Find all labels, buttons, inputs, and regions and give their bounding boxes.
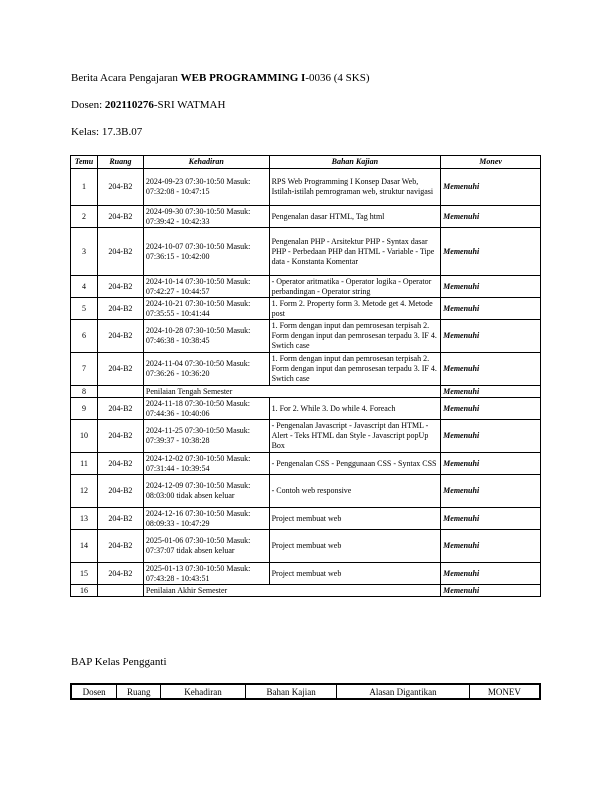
cell-kehadiran: 2024-10-07 07:30-10:50 Masuk: 07:36:15 - 10:42:00 bbox=[143, 228, 269, 276]
cell-bahan-kajian: 1. Form dengan input dan pemrosesan terpisah 2. Form dengan input dan pemrosesan terpadu 3. IF 4. Swtich case bbox=[269, 353, 441, 386]
cell-ruang: 204-B2 bbox=[97, 169, 143, 206]
bap-header-bahan-kajian: Bahan Kajian bbox=[245, 684, 337, 699]
cell-bahan-kajian: - Pengenalan Javascript - Javascript dan HTML - Alert - Teks HTML dan Style - Javascript popUp Box bbox=[269, 420, 441, 453]
table-row bbox=[71, 508, 541, 530]
cell-ruang: 204-B2 bbox=[97, 453, 143, 475]
cell-ruang: 204-B2 bbox=[97, 530, 143, 563]
cell-ruang: 204-B2 bbox=[97, 276, 143, 298]
cell-temu: 9 bbox=[71, 398, 98, 420]
cell-bahan-kajian: - Contoh web responsive bbox=[269, 475, 441, 508]
cell-monev: Memenuhi bbox=[441, 398, 541, 420]
bap-header-kehadiran: Kehadiran bbox=[161, 684, 246, 699]
cell-bahan-kajian: Pengenalan PHP - Arsitektur PHP - Syntax dasar PHP - Perbedaan PHP dan HTML - Variable - Tipe data - Konstanta Komentar bbox=[269, 228, 441, 276]
cell-monev: Memenuhi bbox=[441, 585, 541, 597]
bap-title: BAP Kelas Pengganti bbox=[71, 656, 167, 668]
cell-kehadiran: 2024-10-14 07:30-10:50 Masuk: 07:42:27 - 10:44:57 bbox=[143, 276, 269, 298]
header-monev: Monev bbox=[441, 156, 541, 169]
cell-bahan-kajian: Project membuat web bbox=[269, 508, 441, 530]
cell-monev: Memenuhi bbox=[441, 420, 541, 453]
cell-kehadiran: 2024-12-02 07:30-10:50 Masuk: 07:31:44 - 10:39:54 bbox=[143, 453, 269, 475]
lecturer-id: 202110276 bbox=[104, 99, 154, 111]
table-row bbox=[71, 563, 541, 585]
cell-bahan-kajian: 1. Form 2. Property form 3. Metode get 4. Metode post bbox=[269, 298, 441, 320]
course-suffix: -0036 (4 SKS) bbox=[305, 72, 370, 84]
cell-ruang bbox=[97, 386, 143, 398]
cell-kehadiran: 2024-11-18 07:30-10:50 Masuk: 07:44:36 - 10:40:06 bbox=[143, 398, 269, 420]
table-body bbox=[71, 169, 541, 597]
table-row bbox=[71, 453, 541, 475]
table-row bbox=[71, 420, 541, 453]
class-line: Kelas: 17.3B.07 bbox=[71, 126, 143, 138]
cell-temu: 2 bbox=[71, 206, 98, 228]
cell-ruang: 204-B2 bbox=[97, 563, 143, 585]
cell-bahan-kajian: 1. For 2. While 3. Do while 4. Foreach bbox=[269, 398, 441, 420]
cell-temu: 10 bbox=[71, 420, 98, 453]
bap-header-row bbox=[71, 684, 540, 699]
cell-kehadiran: Penilaian Akhir Semester bbox=[143, 585, 440, 597]
cell-monev: Memenuhi bbox=[441, 206, 541, 228]
cell-monev: Memenuhi bbox=[441, 475, 541, 508]
cell-kehadiran: 2024-09-23 07:30-10:50 Masuk: 07:32:08 - 10:47:15 bbox=[143, 169, 269, 206]
lecturer-name: -SRI WATMAH bbox=[153, 99, 226, 111]
bap-header-monev: MONEV bbox=[469, 684, 540, 699]
cell-temu: 8 bbox=[71, 386, 98, 398]
cell-temu: 12 bbox=[71, 475, 98, 508]
cell-monev: Memenuhi bbox=[441, 386, 541, 398]
cell-temu: 15 bbox=[71, 563, 98, 585]
cell-ruang: 204-B2 bbox=[97, 398, 143, 420]
bap-header-ruang: Ruang bbox=[117, 684, 161, 699]
cell-monev: Memenuhi bbox=[441, 353, 541, 386]
cell-bahan-kajian: 1. Form dengan input dan pemrosesan terpisah 2. Form dengan input dan pemrosesan terpadu 3. IF 4. Swtich case bbox=[269, 320, 441, 353]
cell-monev: Memenuhi bbox=[441, 453, 541, 475]
table-row bbox=[71, 206, 541, 228]
cell-ruang bbox=[97, 585, 143, 597]
table-row bbox=[71, 585, 541, 597]
table-row bbox=[71, 353, 541, 386]
bap-table bbox=[70, 683, 541, 700]
cell-kehadiran: 2025-01-13 07:30-10:50 Masuk: 07:43:28 - 10:43:51 bbox=[143, 563, 269, 585]
cell-bahan-kajian: Pengenalan dasar HTML, Tag html bbox=[269, 206, 441, 228]
header-ruang: Ruang bbox=[97, 156, 143, 169]
attendance-table bbox=[70, 155, 541, 597]
bap-header-alasan: Alasan Digantikan bbox=[337, 684, 469, 699]
header-kehadiran: Kehadiran bbox=[143, 156, 269, 169]
cell-monev: Memenuhi bbox=[441, 228, 541, 276]
cell-kehadiran: 2024-12-09 07:30-10:50 Masuk: 08:03:00 tidak absen keluar bbox=[143, 475, 269, 508]
course-name: WEB PROGRAMMING I bbox=[180, 72, 306, 84]
cell-monev: Memenuhi bbox=[441, 276, 541, 298]
cell-temu: 13 bbox=[71, 508, 98, 530]
cell-kehadiran: 2025-01-06 07:30-10:50 Masuk: 07:37:07 tidak absen keluar bbox=[143, 530, 269, 563]
table-header-row bbox=[71, 156, 541, 169]
cell-bahan-kajian: - Operator aritmatika - Operator logika - Operator perbandingan - Operator string bbox=[269, 276, 441, 298]
cell-monev: Memenuhi bbox=[441, 298, 541, 320]
table-row bbox=[71, 228, 541, 276]
cell-ruang: 204-B2 bbox=[97, 508, 143, 530]
cell-ruang: 204-B2 bbox=[97, 298, 143, 320]
cell-temu: 1 bbox=[71, 169, 98, 206]
cell-bahan-kajian: RPS Web Programming I Konsep Dasar Web, Istilah-istilah pemrograman web, struktur navigasi bbox=[269, 169, 441, 206]
cell-monev: Memenuhi bbox=[441, 508, 541, 530]
table-row bbox=[71, 398, 541, 420]
cell-temu: 16 bbox=[71, 585, 98, 597]
cell-kehadiran: 2024-11-04 07:30-10:50 Masuk: 07:36:26 - 10:36:20 bbox=[143, 353, 269, 386]
cell-temu: 3 bbox=[71, 228, 98, 276]
lecturer-prefix: Dosen: bbox=[71, 99, 105, 111]
bap-header-dosen: Dosen bbox=[71, 684, 117, 699]
cell-kehadiran: 2024-10-21 07:30-10:50 Masuk: 07:35:55 - 10:41:44 bbox=[143, 298, 269, 320]
cell-ruang: 204-B2 bbox=[97, 353, 143, 386]
cell-kehadiran: 2024-11-25 07:30-10:50 Masuk: 07:39:37 - 10:38:28 bbox=[143, 420, 269, 453]
cell-monev: Memenuhi bbox=[441, 563, 541, 585]
cell-temu: 5 bbox=[71, 298, 98, 320]
cell-ruang: 204-B2 bbox=[97, 206, 143, 228]
cell-ruang: 204-B2 bbox=[97, 475, 143, 508]
cell-ruang: 204-B2 bbox=[97, 320, 143, 353]
cell-kehadiran: 2024-12-16 07:30-10:50 Masuk: 08:09:33 - 10:47:29 bbox=[143, 508, 269, 530]
cell-bahan-kajian: - Pengenalan CSS - Penggunaan CSS - Syntax CSS bbox=[269, 453, 441, 475]
cell-temu: 4 bbox=[71, 276, 98, 298]
cell-monev: Memenuhi bbox=[441, 169, 541, 206]
cell-ruang: 204-B2 bbox=[97, 420, 143, 453]
cell-ruang: 204-B2 bbox=[97, 228, 143, 276]
cell-temu: 14 bbox=[71, 530, 98, 563]
cell-bahan-kajian: Project membuat web bbox=[269, 563, 441, 585]
course-line bbox=[71, 72, 369, 84]
cell-kehadiran: Penilaian Tengah Semester bbox=[143, 386, 440, 398]
table-row bbox=[71, 169, 541, 206]
header-bahan-kajian: Bahan Kajian bbox=[269, 156, 441, 169]
cell-temu: 6 bbox=[71, 320, 98, 353]
header-temu: Temu bbox=[71, 156, 98, 169]
cell-monev: Memenuhi bbox=[441, 530, 541, 563]
table-row bbox=[71, 386, 541, 398]
table-row bbox=[71, 320, 541, 353]
cell-kehadiran: 2024-09-30 07:30-10:50 Masuk: 07:39:42 - 10:42:33 bbox=[143, 206, 269, 228]
cell-temu: 7 bbox=[71, 353, 98, 386]
cell-temu: 11 bbox=[71, 453, 98, 475]
course-prefix: Berita Acara Pengajaran bbox=[71, 72, 181, 84]
table-row bbox=[71, 276, 541, 298]
lecturer-line bbox=[71, 99, 225, 111]
cell-bahan-kajian: Project membuat web bbox=[269, 530, 441, 563]
table-row bbox=[71, 475, 541, 508]
cell-kehadiran: 2024-10-28 07:30-10:50 Masuk: 07:46:38 - 10:38:45 bbox=[143, 320, 269, 353]
cell-monev: Memenuhi bbox=[441, 320, 541, 353]
table-row bbox=[71, 530, 541, 563]
table-row bbox=[71, 298, 541, 320]
